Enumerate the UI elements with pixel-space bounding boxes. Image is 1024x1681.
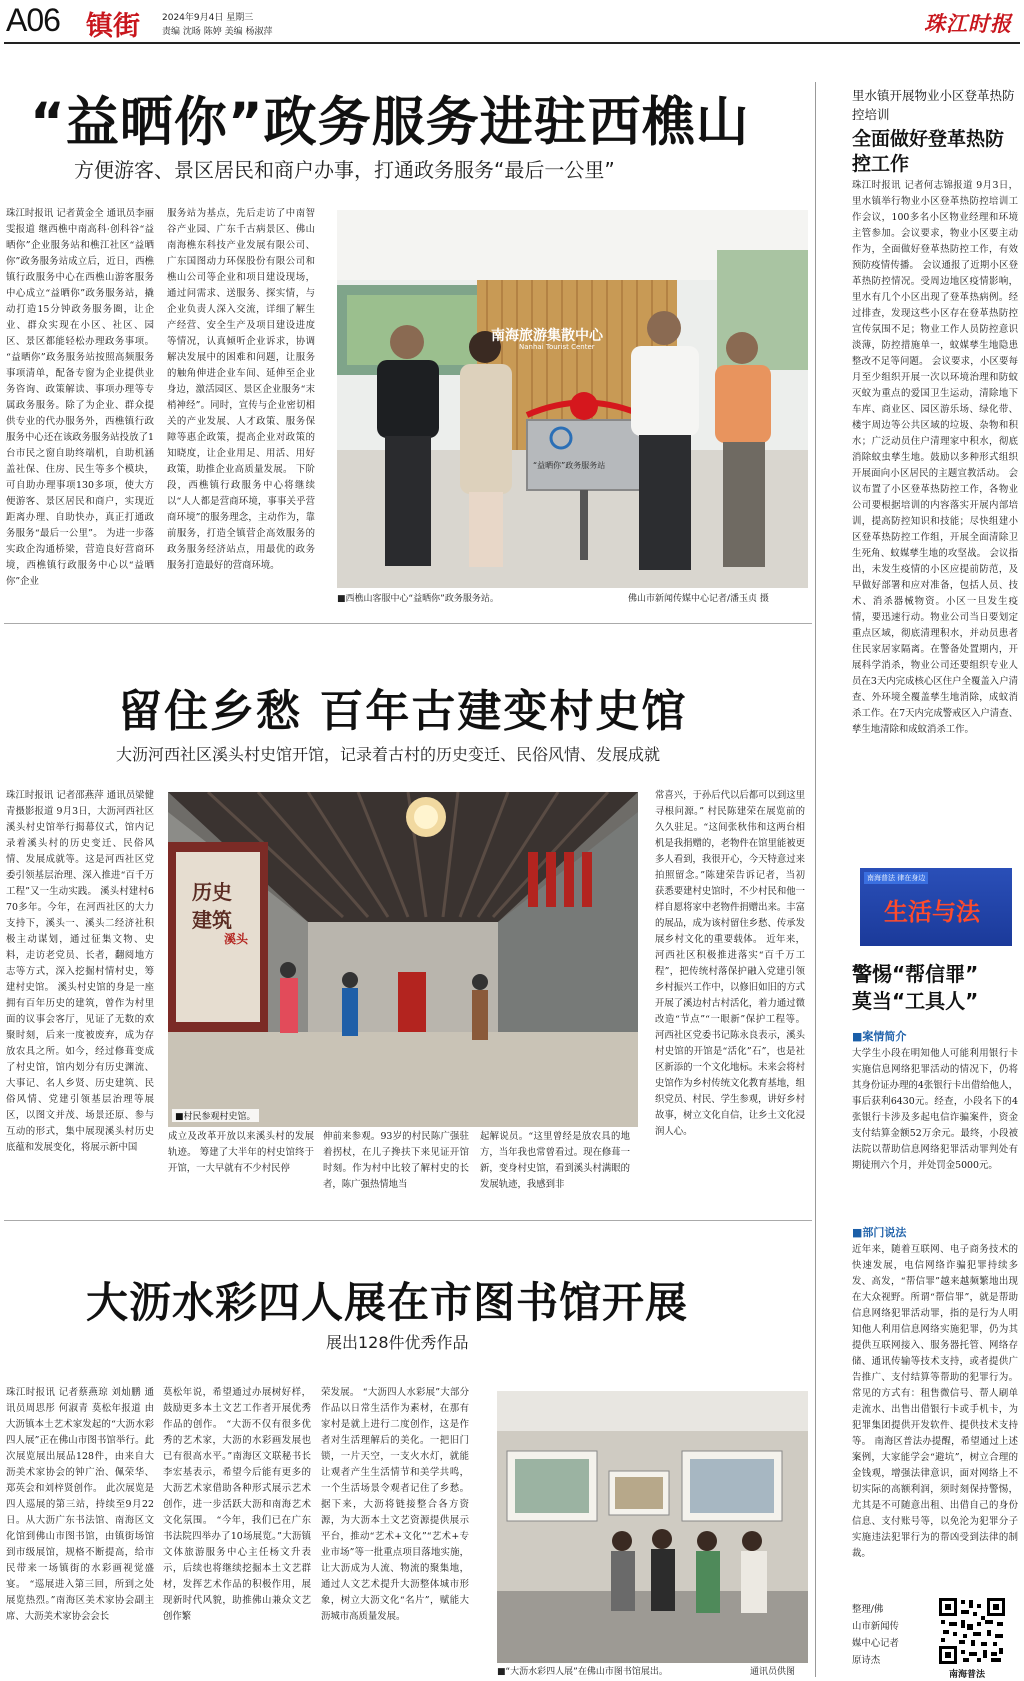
law-title-line2: 莫当“工具人” (852, 989, 979, 1013)
article1-photo-caption: ■西樵山客服中心“益晒你”政务服务站。 (337, 594, 499, 604)
article2-photo-caption: ■村民参观村史馆。 (172, 1109, 259, 1122)
article3-photo-caption: ■“大沥水彩四人展”在佛山市图书馆展出。 (497, 1667, 668, 1677)
page-number: A06 (6, 2, 60, 38)
article1-subtitle: 方便游客、景区居民和商户办事，打通政务服务“最后一公里” (74, 158, 615, 182)
article3-title: 大沥水彩四人展在市图书馆开展 (86, 1278, 689, 1327)
brand-logo: 珠江时报 (924, 11, 1012, 36)
masthead-rule (4, 42, 1020, 44)
article3-column-3: 荣发展。 “大沥四人水彩展”大部分作品以日常生活作为素材，在那有家村是就上进行二度创作，这是作者对生活理解后的美化。一把旧门锁，一片天空，一支火水灯，就能让观者产生生活情节和美学共鸣，一个生活场景令观者记住了乡愁。 据下来，大沥将链接整合各方资源，为大沥本土文艺资源提供展示平台，推动“艺术+文化”“艺术+专业市场”等一批重点项目落地实施，让大沥成为人流、物流的聚集地，通过人文艺术提升大沥整体城市形象，树立大沥文化“名片”，赋能大沥城市高质量发展。 (321, 1387, 469, 1622)
article2-subtitle: 大沥河西社区溪头村史馆开馆，记录着古村的历史变迁、民俗风情、发展成就 (116, 745, 661, 764)
article1-photo-credit: 佛山市新闻传媒中心记者/潘玉贞 摄 (628, 594, 769, 604)
dept-section-body: 近年来，随着互联网、电子商务技术的快速发展，电信网络诈骗犯罪持续多发、高发，“帮信罪”越来越频繁地出现在大众视野。所谓“帮信罪”，就是帮助信息网络犯罪活动罪，指的是行为人明知他人利用信息网络实施犯罪，仍为其提供互联网接入、服务器托管、网络存储、通讯传输等技术支持，或者提供广告推广、支付结算等帮助的犯罪行为。常见的方式有：租售微信号、帮人刷单走流水、出售出借银行卡或手机卡，为犯罪集团提供开发软件、提供技术支持等。 南海区普法办提醒，希望通过上述案例，大家能学会“避坑”，树立合理的金钱观，增强法律意识，面对网络上不切实际的高额利润，须时刻保持警惕，尤其是不可随意出租、出借自己的身份信息、支付账号等，以免沦为犯罪分子实施违法犯罪行为的帮凶受到法律的制裁。 (852, 1244, 1018, 1559)
sidebar-kicker: 里水镇开展物业小区登革热防控培训 (852, 88, 1015, 122)
editors: 责编 沈旸 陈婷 美编 杨淑萍 (162, 27, 273, 37)
photo-sign-sub: Nanhai Tourist Center (519, 343, 595, 351)
photo-plaque-text: “益晒你”政务服务站 (533, 461, 606, 470)
article2-bottom-2: 伸前来参观。93岁的村民陈广强驻着拐杖，在儿子搀扶下来见证开馆时刻。作为村中比较了解村史的长者，陈广强热情地当 (323, 1131, 469, 1190)
qr-caption: 南海普法 (949, 1670, 986, 1680)
article1-photo-illustration (337, 210, 808, 588)
credit-line-2: 山市新闻传 (852, 1621, 899, 1632)
article2-title: 留住乡愁 百年古建变村史馆 (118, 686, 688, 737)
article3-subtitle: 展出128件优秀作品 (326, 1333, 469, 1352)
masthead (0, 0, 1024, 42)
law-banner-label: 生活与法 (884, 897, 980, 926)
law-banner-tag: 南海普法 律在身边 (864, 872, 928, 884)
credit-line-3: 媒中心记者 (852, 1638, 899, 1649)
article2-separator (4, 1220, 812, 1221)
sidebar-body: 珠江时报讯 记者何志锦报道 9月3日，里水镇举行物业小区登革热防控培训工作会议，100多名小区物业经理和环境主管参加。会议要求，物业小区要主动作为，全面做好登革热防控工作，有效预防疫情传播。 会议通报了近期小区登革热防控情况。受周边地区疫情影响，里水有几个小区出现了登革热病例。经过排查，发现这些小区存在登革热防控宣传氛围不足；物业工作人员防控意识淡薄，防控措施单一，蚊媒孳生地隐患整改不足等问题。 会议要求，小区要每月至少组织开展一次以环境治理和防蚊灭蚊为重点的爱国卫生运动，清除地下车库、商业区、园区游乐场、绿化带、楼宇周边等公共区域的垃圾、杂物和积水；广泛动员住户清理家中积水，彻底消除蚊虫孳生地。鼓励以多种形式组织开展面向小区居民的主题宣教活动。 会议布置了小区登革热防控工作，各物业公司要根据培训的内容落实开展内部培训，提高防控知识和技能；尽快组建小区登革热防控工作组，开展全面清除卫生死角、蚊媒孳生地的攻坚战。 会议指出，未发生疫情的小区应提前防范，及早做好部署和应对准备，包括人员、技术、消杀器械物资。小区一旦发生疫情，要迅速行动。物业公司当日要划定重点区域，彻底清理积水，并动员患者住民家居家隔离。在警备处置期内，开展科学消杀，物业公司还要组织专业人员在3天内完成核心区住户全覆盖入户清查、外环境全覆盖孳生地消除，成蚊消杀工作。在7天内完成警戒区入户清查、孳生地清除和成蚊消杀工作。 (852, 180, 1018, 735)
article1-photo (337, 210, 808, 588)
wall-label-architecture: 建筑 (192, 908, 232, 932)
case-section-label: ■案情简介 (852, 1030, 907, 1043)
article2-column-right: 常喜兴，于孙后代以后都可以到这里寻根问源。” 村民陈建荣在展览前的久久驻足。“这间张秋伟和这两台相机是我捐赠的，老物件在馆里能被更多人看到，我很开心，今天特意过来拍照留念。”陈建荣告诉记者，当初获悉要建村史馆时，不少村民和他一样自愿将家中老物件捐赠出来。丰富的展品，成为该村留住乡愁、传承发展乡村文化的重要载体。 近年来，河西社区积极推进落实“百千万工程”，把传统村落保护融入党建引领乡村振兴工作中，以修旧如旧的方式开展了溪边村古村活化，着力通过微改造“节点”“一眼新”保护工程等。河西社区党委书记陈永良表示，溪头村史馆的开馆是“活化”石”，也是社区新添的一个文化地标。未来会将村史馆作为乡村传统文化教育基地，组织党员、村民、学生参观，讲好乡村故事，树立文化自信，让乡土文化浸润人心。 (655, 790, 805, 1137)
article3-photo (497, 1391, 808, 1663)
article2-photo-illustration (168, 792, 638, 1127)
sidebar-title: 全面做好登革热防控工作 (852, 128, 1005, 175)
article3-photo-illustration (497, 1391, 808, 1663)
wall-label-xitou: 溪头 (224, 932, 249, 946)
photo-sign-board: 南海旅游集散中心 (491, 328, 603, 344)
qr-code-icon (937, 1596, 1007, 1666)
issue-date: 2024年9月4日 星期三 (162, 13, 254, 23)
article2-photo (168, 792, 638, 1127)
column-divider (815, 82, 816, 1677)
article1-column-2: 服务站为基点，先后走访了中南智谷产业园、广东千古病景区、佛山南海樵东科技产业发展有限公司、广东国图动力环保股份有限公司和樵山公司等企业和项目建设现场，通过问需求、送服务、探实情，与企业负责人深入交流，详细了解生产经营、安全生产及项目建设进度等情况，认真倾听企业诉求，协调解决发展中的困难和问题，让服务的触角伸进企业车间、延伸至企业身边，激活园区、景区企业服务“末梢神经”。同时，宣传与企业密切相关的产业发展、人才政策、服务保障等惠企政策，提高企业对政策的知晓度，让企业用足、用活、用好政策，助推企业高质量发展。 下阶段，西樵镇行政服务中心将继续以“人人都是营商环境，事事关乎营商环境”的服务理念，主动作为，靠前服务，打造全镇营企高效服务的政务服务经济站点，用最优的政务服务打造最好的营商环境。 (167, 208, 315, 571)
article2-bottom-1: 成立及改革开放以来溪头村的发展轨迹。 筹建了大半年的村史馆终于开馆，一大早就有不少村民停 (168, 1131, 314, 1174)
article1-title: “益晒你”政务服务进驻西樵山 (30, 92, 750, 153)
law-banner (860, 868, 1012, 946)
credit-line-1: 整理/佛 (852, 1604, 884, 1615)
article3-column-1: 珠江时报讯 记者蔡燕琼 刘灿鹏 通讯员周思彤 何淑青 莫松年报道 由大沥镇本土艺术家发起的“大沥水彩四人展”正在佛山市图书馆举行。此次展览展出展品128件，由来自大沥美术家协会的钟广治、佩荣华、郑英会和刘梓贤创作。 此次展览是四人巡展的第三站，持续至9月22日。从大沥广东书法馆、南海区文化馆到佛山市图书馆，由镇街场馆到市级展馆，规格不断提高，给市民带来一场镇街的水彩画视觉盛宴。 “巡展进入第三回，所到之处展览热烈。”南海区美术家协会副主席、大沥美术家协会会长 (6, 1387, 154, 1622)
dept-section-label: ■部门说法 (852, 1226, 907, 1239)
article2-column-1: 珠江时报讯 记者邵燕萍 通讯员梁健青摄影报道 9月3日，大沥河西社区溪头村史馆举行揭幕仪式，馆内记录着溪头村的历史变迁、民俗风情、发展成就等。这是河西社区党委引领基层治理、深入推进“百千万工程”又一生动实践。 溪头村建村670多年。今年，在河西社区的大力支持下，溪头一、溪头二经济社积极主动谋划，通过征集文物、史料，走访老党员、长者，翻阅地方志等方式，深入挖掘村情村史，筹建村史馆。 溪头村史馆的身是一座拥有百年历史的建筑，曾作为村里面的议事会客厅，见证了无数的欢聚时刻，后来一度被废弃，成为存放农具之所。如今，经过修葺变成了村史馆，馆内划分有历史渊流、大事记、名人乡贤、历史建筑、民俗风情、党建引领基层治理等展区，以图文并茂、场景还原、参与互动的形式，集中展现溪头村历史底蕴和发展变化，将展示新中国 (6, 790, 154, 1153)
law-title-line1: 警惕“帮信罪” (852, 962, 979, 986)
article3-photo-credit: 通讯员供图 (750, 1667, 796, 1677)
credit-line-4: 原诗杰 (852, 1655, 881, 1666)
qr-code[interactable] (937, 1596, 1007, 1666)
article1-column-1: 珠江时报讯 记者黄金全 通讯员李丽雯报道 继西樵中南高科·创科谷“益晒你”企业服务站和樵江社区“益晒你”政务服务站成立后，近日，西樵镇行政服务中心在西樵山游客服务中心成立“益晒你”政务服务站，撬动打造15分钟政务服务圈，让企业、群众实现在小区、社区、园区、景区都能轻松办理政务事项。 “益晒你”政务服务站按照高频服务事项清单，配备专窗为企业提供业务咨询、政策解读、事项办理等专属政务服务。除了为企业、群众提供专业的代办服务外，西樵镇行政服务中心还在该政务服务站投放了1台市民之窗自助终端机，自助机涵盖社保、住房、民生等多个模块，可自助办理事项130多项，使大方便游客、景区居民和商户，实现近距离办理、自助快办，真正打通政务服务“最后一公里”。 为进一步落实政企沟通桥梁，营造良好营商环境，西樵镇行政服务中心以“益晒你”企业 (6, 208, 154, 587)
article1-separator (4, 623, 812, 624)
wall-label-history: 历史 (192, 880, 232, 904)
article3-column-2: 莫松年说，希望通过办展树好样，鼓励更多本土文艺工作者开展优秀作品的创作。 “大沥不仅有很多优秀的艺术家，大沥的水彩画发展也已有很高水平。”南海区文联秘书长李宏基表示，希望今后能有更多的大沥艺术家借助各种形式展示艺术创作，进一步活跃大沥和南海艺术文化氛围。 “今年，我们已在广东书法院四举办了10场展览。”大沥镇文体旅游服务中心主任杨文升表示，后续也将继续挖掘本土文艺群材，发挥艺术作品的积极作用，展现新时代风貌，助推佛山兼众文艺创作繁 (163, 1387, 311, 1622)
article2-bottom-3: 起解说员。“这里曾经是放农具的地方，当年我也常曾看过。现在修葺一新，变身村史馆，看到溪头村满眼的发展轨迹，我感到非 (480, 1131, 630, 1190)
case-section-body: 大学生小段在明知他人可能利用银行卡实施信息网络犯罪活动的情况下，仍将其身份证办理的4张银行卡出借给他人，事后获利6430元。经查，小段名下的4张银行卡涉及多起电信诈骗案件，资金支付结算金额52万余元。最终，小段被法院以帮助信息网络犯罪活动罪判处有期徒刑六个月，并处罚金5000元。 (852, 1048, 1018, 1171)
section-name: 镇街 (86, 11, 140, 42)
